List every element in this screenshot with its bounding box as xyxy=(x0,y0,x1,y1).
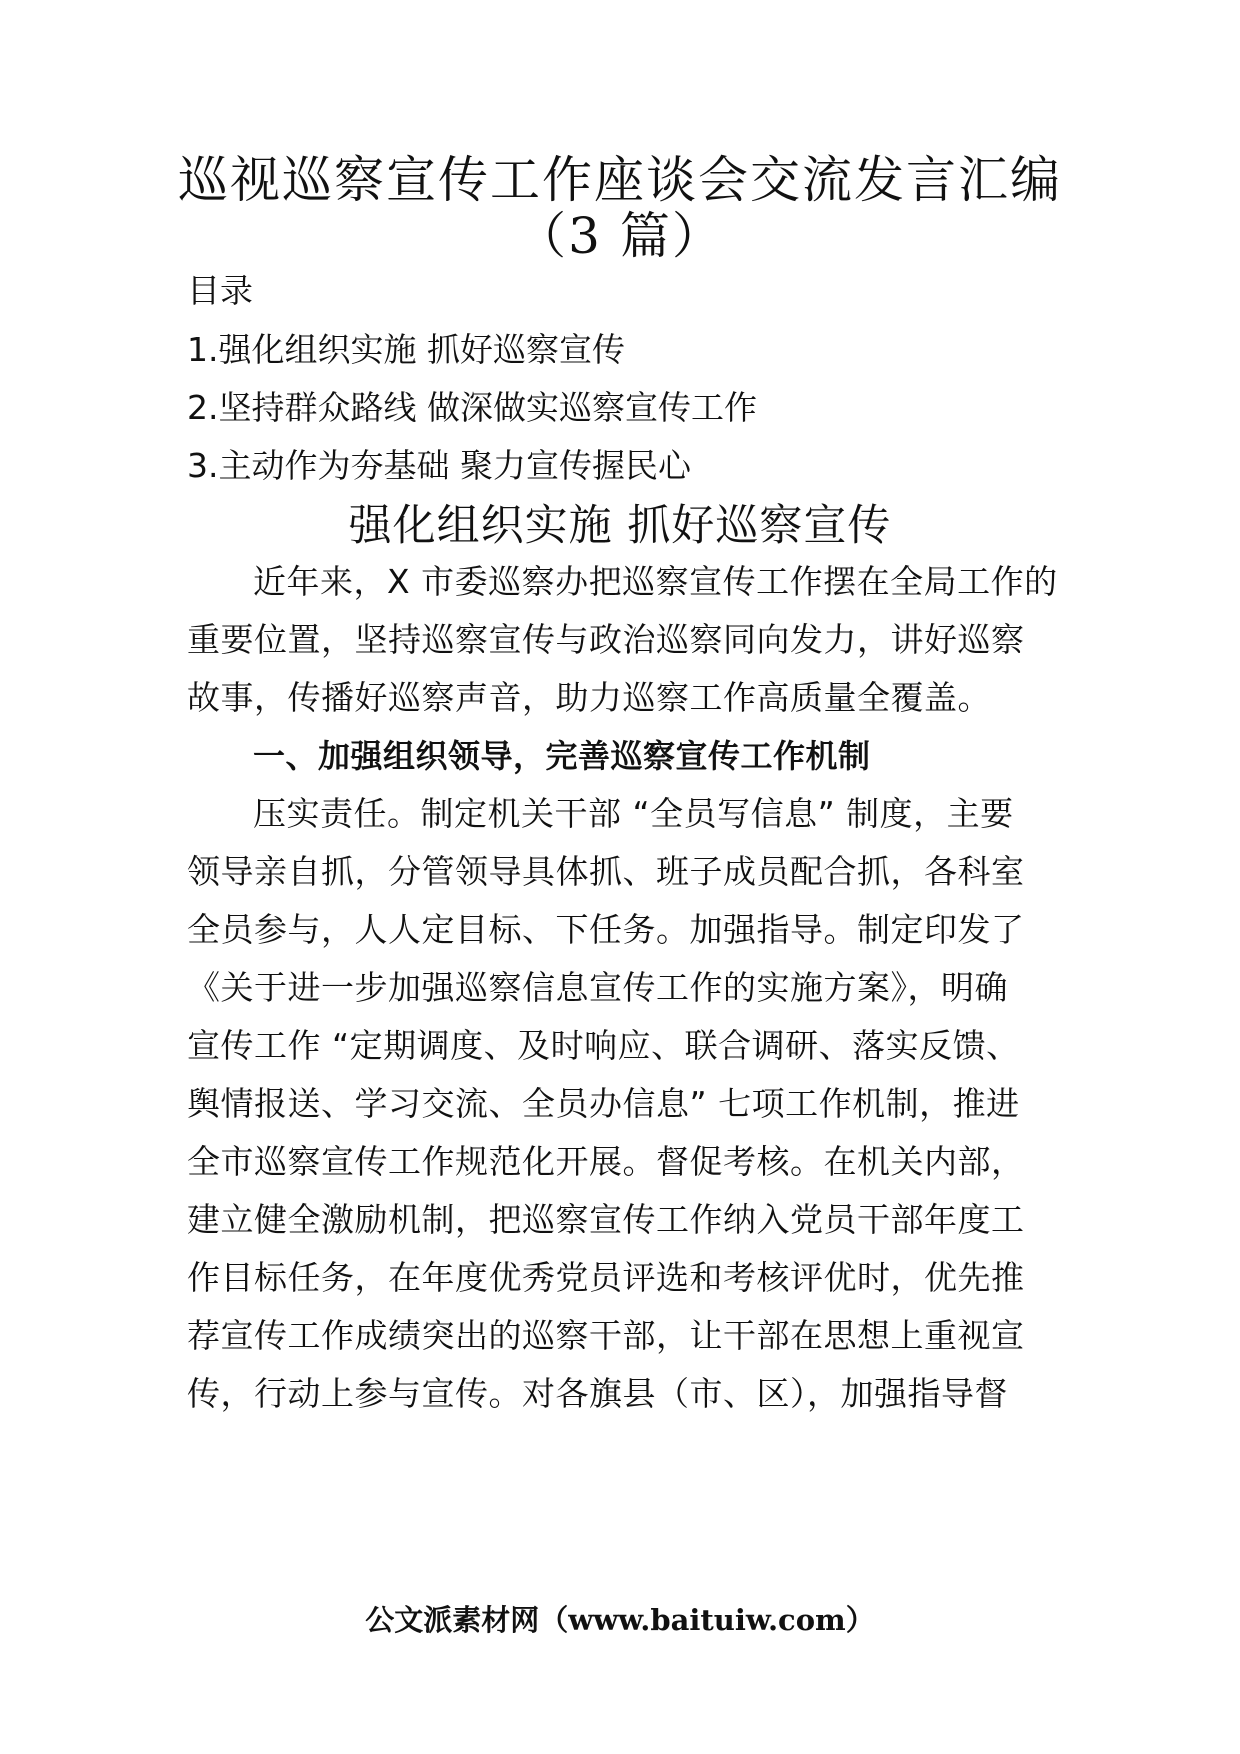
body-line-1: 近年来，X 市委巡察办把巡察宣传工作摆在全局工作的 xyxy=(253,562,1058,601)
body-line-3: 故事，传播好巡察声音，助力巡察工作高质量全覆盖。 xyxy=(187,678,991,717)
body-line-9: 宣传工作 “定期调度、及时响应、联合调研、落实反馈、 xyxy=(187,1026,1020,1065)
body-line-13: 作目标任务，在年度优秀党员评选和考核评优时，优先推 xyxy=(187,1258,1025,1297)
footer-source: 公文派素材网（www.baituiw.com） xyxy=(365,1603,875,1637)
body-line-10: 舆情报送、学习交流、全员办信息” 七项工作机制，推进 xyxy=(187,1084,1020,1123)
body-line-6: 领导亲自抓，分管领导具体抓、班子成员配合抓，各科室 xyxy=(187,852,1025,891)
section-title: 强化组织实施 抓好巡察宣传 xyxy=(348,501,892,551)
document-title-line-2: （3 篇） xyxy=(516,207,724,265)
section-heading: 一、加强组织领导，完善巡察宣传工作机制 xyxy=(253,737,871,775)
toc-item-1: 1.强化组织实施 抓好巡察宣传 xyxy=(187,330,625,369)
document-title-line-1: 巡视巡察宣传工作座谈会交流发言汇编 xyxy=(178,151,1062,209)
body-line-14: 荐宣传工作成绩突出的巡察干部，让干部在思想上重视宣 xyxy=(187,1316,1025,1355)
body-line-15: 传，行动上参与宣传。对各旗县（市、区），加强指导督 xyxy=(187,1374,1008,1413)
toc-label: 目录 xyxy=(187,271,253,310)
body-line-11: 全市巡察宣传工作规范化开展。督促考核。在机关内部， xyxy=(187,1142,1025,1181)
body-line-7: 全员参与，人人定目标、下任务。加强指导。制定印发了 xyxy=(187,910,1025,949)
toc-item-3: 3.主动作为夯基础 聚力宣传握民心 xyxy=(187,446,691,485)
body-line-2: 重要位置，坚持巡察宣传与政治巡察同向发力，讲好巡察 xyxy=(187,620,1025,659)
body-line-12: 建立健全激励机制，把巡察宣传工作纳入党员干部年度工 xyxy=(187,1200,1025,1239)
body-line-5: 压实责任。制定机关干部 “全员写信息” 制度，主要 xyxy=(253,794,1014,833)
body-line-8: 《关于进一步加强巡察信息宣传工作的实施方案》，明确 xyxy=(187,968,1008,1007)
toc-item-2: 2.坚持群众路线 做深做实巡察宣传工作 xyxy=(187,388,757,427)
